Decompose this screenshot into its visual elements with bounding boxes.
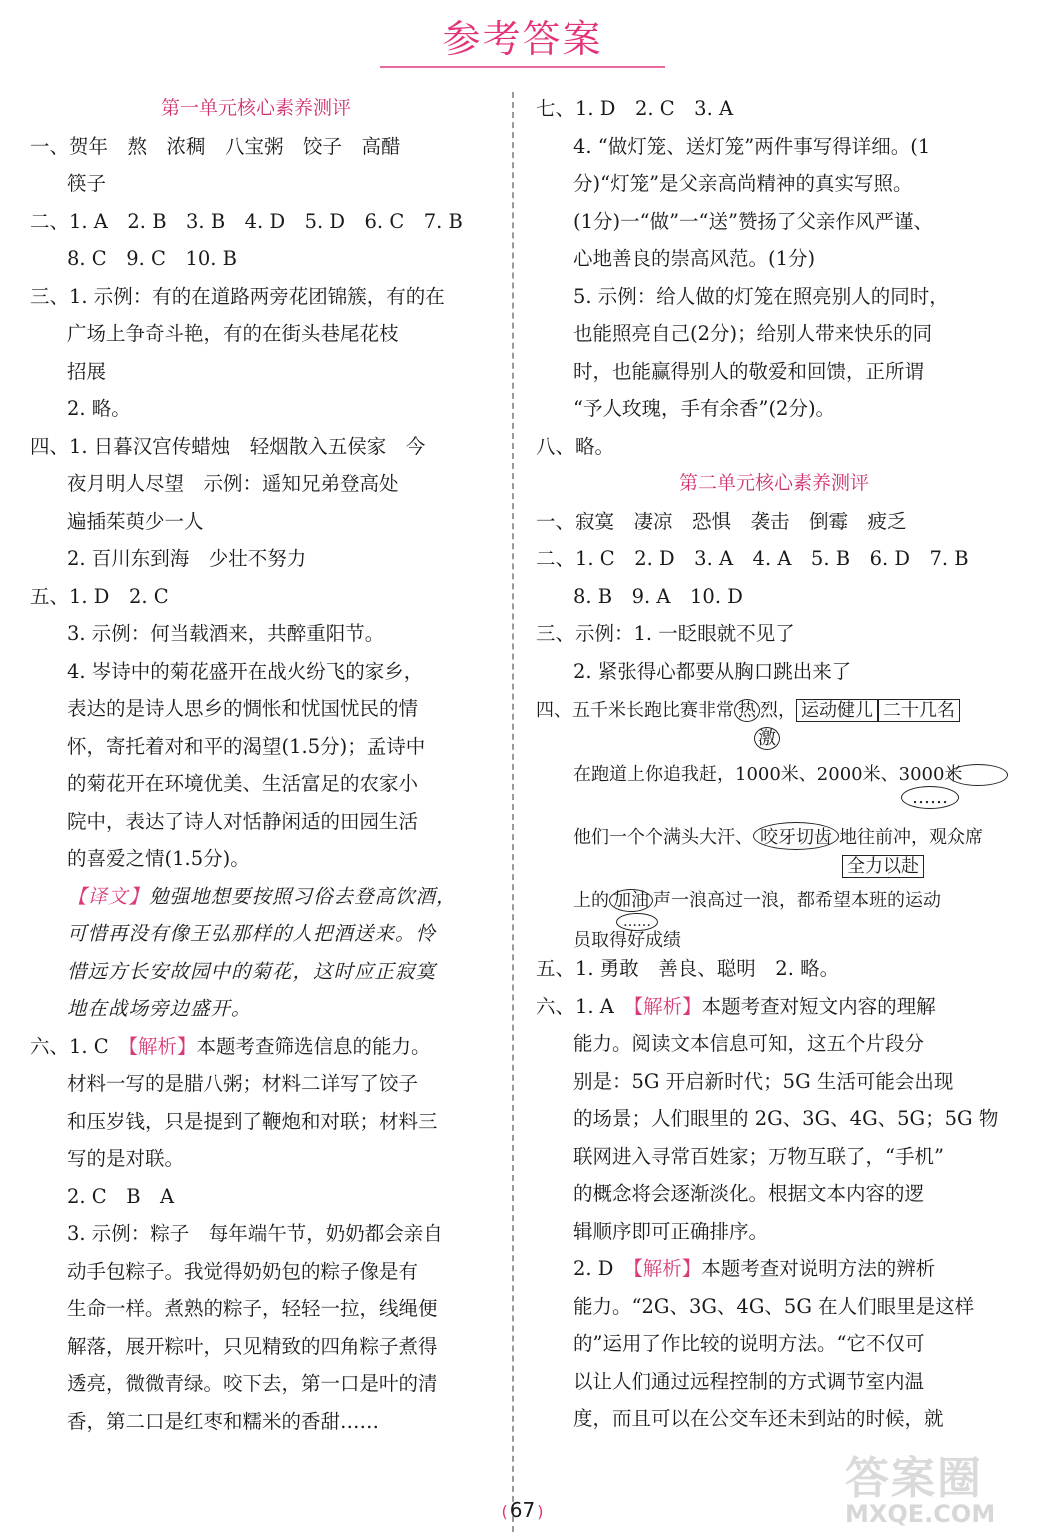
section-title-unit2: 第二单元核心素养测评 [678, 472, 869, 494]
answer-line: 的场景；人们眼里的 2G、3G、4G、5G；5G 物 [573, 1107, 999, 1130]
answer-line: 别是：5G 开启新时代；5G 生活可能会出现 [573, 1069, 954, 1093]
answer-line: 八、略。 [536, 434, 615, 458]
answer-line: 二、1. A 2. B 3. B 4. D 5. D 6. C 7. B [30, 209, 463, 233]
diagram-text: 烈， [760, 700, 796, 721]
answer-line: 2. 百川东到海 少壮不努力 [67, 547, 307, 570]
answer-line: 香，第二口是红枣和糯米的香甜…… [67, 1409, 380, 1433]
answer-line: 五、1. D 2. C [30, 584, 169, 608]
translation-line: 惜远方长安故园中的菊花，这时应正寂寞 [67, 959, 437, 983]
translation-line: 地在战场旁边盛开。 [67, 997, 252, 1020]
answer-line: 辑顺序即可正确排序。 [573, 1219, 769, 1243]
answer-line: 时，也能赢得别人的敬爱和回馈，正所谓 [573, 359, 925, 383]
answer-line: 3. 示例：粽子 每年端午节，奶奶都会亲自 [67, 1222, 443, 1245]
diagram-text: 上的 [573, 890, 609, 911]
circled-char: 激 [754, 727, 780, 750]
boxed-phrase: 二十几名 [878, 699, 960, 722]
bunny-ear-icon: ( [501, 1502, 508, 1521]
answer-line: 心地善良的崇高风范。(1分) [573, 247, 816, 270]
diagram-text: 员取得好成绩 [573, 930, 681, 951]
q62-text: 本题考查对说明方法的辨析 [701, 1257, 936, 1280]
answer-line: 二、1. C 2. D 3. A 4. A 5. B 6. D 7. B [536, 547, 969, 570]
answer-line: 动手包粽子。我觉得奶奶包的粽子像是有 [67, 1259, 419, 1283]
answer-line: 8. C 9. C 10. B [67, 247, 237, 270]
answer-line: 以让人们通过远程控制的方式调节室内温 [573, 1369, 925, 1393]
answer-line [536, 1250, 1012, 1288]
boxed-phrase: 运动健儿 [796, 699, 878, 722]
analysis-tag: 【解析】 [633, 994, 702, 1018]
watermark-main: 答案圈 [845, 1453, 983, 1504]
translation-text: 勉强地想要按照习俗去登高饮酒， [149, 884, 457, 908]
diagram-prefix: 四、 [536, 700, 572, 721]
answer-line: 一、贺年 熬 浓稠 八宝粥 饺子 高醋 [30, 134, 401, 158]
answer-line: 七、1. D 2. C 3. A [536, 97, 734, 120]
diagram-line-8 [573, 926, 681, 952]
answer-line: 表达的是诗人思乡的惆怅和忧国忧民的情 [67, 697, 419, 720]
answer-line: 2. C B A [67, 1184, 175, 1208]
diagram-line-5 [842, 852, 924, 878]
answer-line: 和压岁钱，只是提到了鞭炮和对联；材料三 [67, 1109, 438, 1133]
q6-text: 本题考查对短文内容的理解 [701, 994, 936, 1018]
q6-prefix: 六、1. C [30, 1034, 129, 1058]
diagram-text: 五千米长跑比赛非常 [572, 700, 734, 721]
answer-line: 院中，表达了诗人对恬静闲适的田园生活 [67, 809, 419, 833]
answer-line: 透亮，微微青绿。咬下去，第一口是叶的清 [67, 1372, 438, 1395]
answer-line: 写的是对联。 [67, 1147, 185, 1170]
answer-line: 的菊花开在环境优美、生活富足的农家小 [67, 772, 419, 795]
answer-line: 的”运用了作比较的说明方法。“它不仅可 [573, 1332, 925, 1355]
diagram-text: 他们一个个满头大汗、 [573, 827, 753, 848]
answer-line: 能力。阅读文本信息可知，这五个片段分 [573, 1032, 925, 1055]
answer-line: 度，而且可以在公交车还未到站的时候，就 [573, 1407, 944, 1430]
diagram-line-3 [573, 760, 962, 786]
column-divider [512, 92, 514, 1532]
answer-line: 三、1. 示例：有的在道路两旁花团锦簇，有的在 [30, 284, 445, 308]
answer-line: (1分)一“做”一“送”赞扬了父亲作风严谨、 [573, 209, 933, 233]
translation-line: 可惜再没有像王弘那样的人把酒送来。怜 [67, 922, 437, 945]
circled-char: 热 [734, 699, 760, 722]
page-number-text: 67 [509, 1498, 536, 1522]
title-underline [380, 66, 665, 68]
answer-line: 材料一写的是腊八粥；材料二详写了饺子 [67, 1072, 419, 1095]
oval-phrase: 咬牙切齿 [753, 822, 839, 850]
answer-line: 解落，展开粽叶，只见精致的四角粽子煮得 [67, 1334, 438, 1358]
answer-line [30, 1028, 482, 1066]
answer-line: 怀，寄托着对和平的渴望(1.5分)；孟诗中 [67, 734, 426, 758]
answer-line: 4. “做灯笼、送灯笼”两件事写得详细。(1 [573, 134, 931, 158]
answer-line: 筷子 [67, 172, 107, 195]
answer-line: 的概念将会逐渐淡化。根据文本内容的逻 [573, 1182, 925, 1205]
answer-line: 2. 略。 [67, 397, 131, 420]
translation-line [30, 878, 482, 916]
boxed-phrase: 全力以赴 [842, 855, 924, 878]
analysis-tag: 【解析】 [632, 1257, 702, 1280]
answer-line: 分)“灯笼”是父亲高尚精神的真实写照。 [573, 172, 913, 195]
answer-line: 联网进入寻常百姓家；万物互联了，“手机” [573, 1144, 944, 1168]
analysis-tag: 【解析】 [128, 1034, 197, 1058]
circled-phrase: 加油 [609, 889, 653, 912]
answer-line: 的喜爱之情(1.5分)。 [67, 847, 250, 870]
answer-line: “予人玫瑰，手有余香”(2分)。 [573, 397, 836, 420]
diagram-oval [948, 764, 1008, 786]
answer-line: 五、1. 勇敢 善良、聪明 2. 略。 [536, 957, 840, 980]
answer-line: 8. B 9. A 10. D [573, 584, 743, 608]
dots-oval: …… [901, 786, 959, 809]
diagram-insert-mark [754, 724, 780, 750]
watermark-logo [845, 1442, 1015, 1528]
watermark-url: MXQE.COM [845, 1500, 996, 1528]
answer-line: 四、1. 日暮汉宫传蜡烛 轻烟散入五侯家 今 [30, 434, 426, 458]
answer-line: 也能照亮自己(2分)；给别人带来快乐的同 [573, 322, 933, 345]
diagram-text: 在跑道上你追我赶，1000米、2000米、3000米 [573, 764, 963, 785]
diagram-line-6 [573, 886, 941, 912]
answer-line: 遍插茱萸少一人 [67, 509, 204, 533]
diagram-line-1 [536, 696, 960, 722]
answer-line: 5. 示例：给人做的灯笼在照亮别人的同时， [573, 284, 949, 308]
answer-line: 广场上争奇斗艳，有的在街头巷尾花枝 [67, 322, 399, 345]
page-title: 参考答案 [442, 17, 603, 61]
left-column [30, 90, 482, 1440]
q6-text: 本题考查筛选信息的能力。 [196, 1034, 431, 1058]
answer-line: 能力。“2G、3G、4G、5G 在人们眼里是这样 [573, 1294, 975, 1318]
q62-prefix: 2. D [573, 1257, 633, 1280]
diagram-text: 声一浪高过一浪，都希望本班的运动 [653, 890, 941, 911]
diagram-text: 地往前冲，观众席 [839, 827, 983, 848]
answer-line: 夜月明人尽望 示例：遥知兄弟登高处 [67, 472, 399, 495]
answer-line: 3. 示例：何当载酒来，共醉重阳节。 [67, 622, 385, 645]
translation-tag: 【译文】 [67, 884, 150, 908]
answer-line: 一、寂寞 凄凉 恐惧 袭击 倒霉 疲乏 [536, 509, 907, 533]
section-title-unit1: 第一单元核心素养测评 [160, 97, 351, 119]
right-column [536, 90, 1012, 1438]
diagram-line-4 [573, 822, 983, 850]
answer-line: 招展 [67, 359, 107, 383]
answer-line: 三、示例：1. 一眨眼就不见了 [536, 622, 795, 645]
q6-prefix: 六、1. A [536, 994, 634, 1018]
answer-line: 4. 岑诗中的菊花盛开在战火纷飞的家乡， [67, 659, 424, 683]
answer-line [536, 988, 1012, 1026]
answer-line: 生命一样。煮熟的粽子，轻轻一拉，线绳便 [67, 1297, 438, 1320]
bunny-ear-icon: ) [537, 1502, 544, 1521]
diagram-dots [901, 786, 959, 809]
answer-line: 2. 紧张得心都要从胸口跳出来了 [573, 659, 852, 683]
dots-oval: …… [616, 913, 658, 931]
proofreading-diagram [536, 690, 1012, 950]
